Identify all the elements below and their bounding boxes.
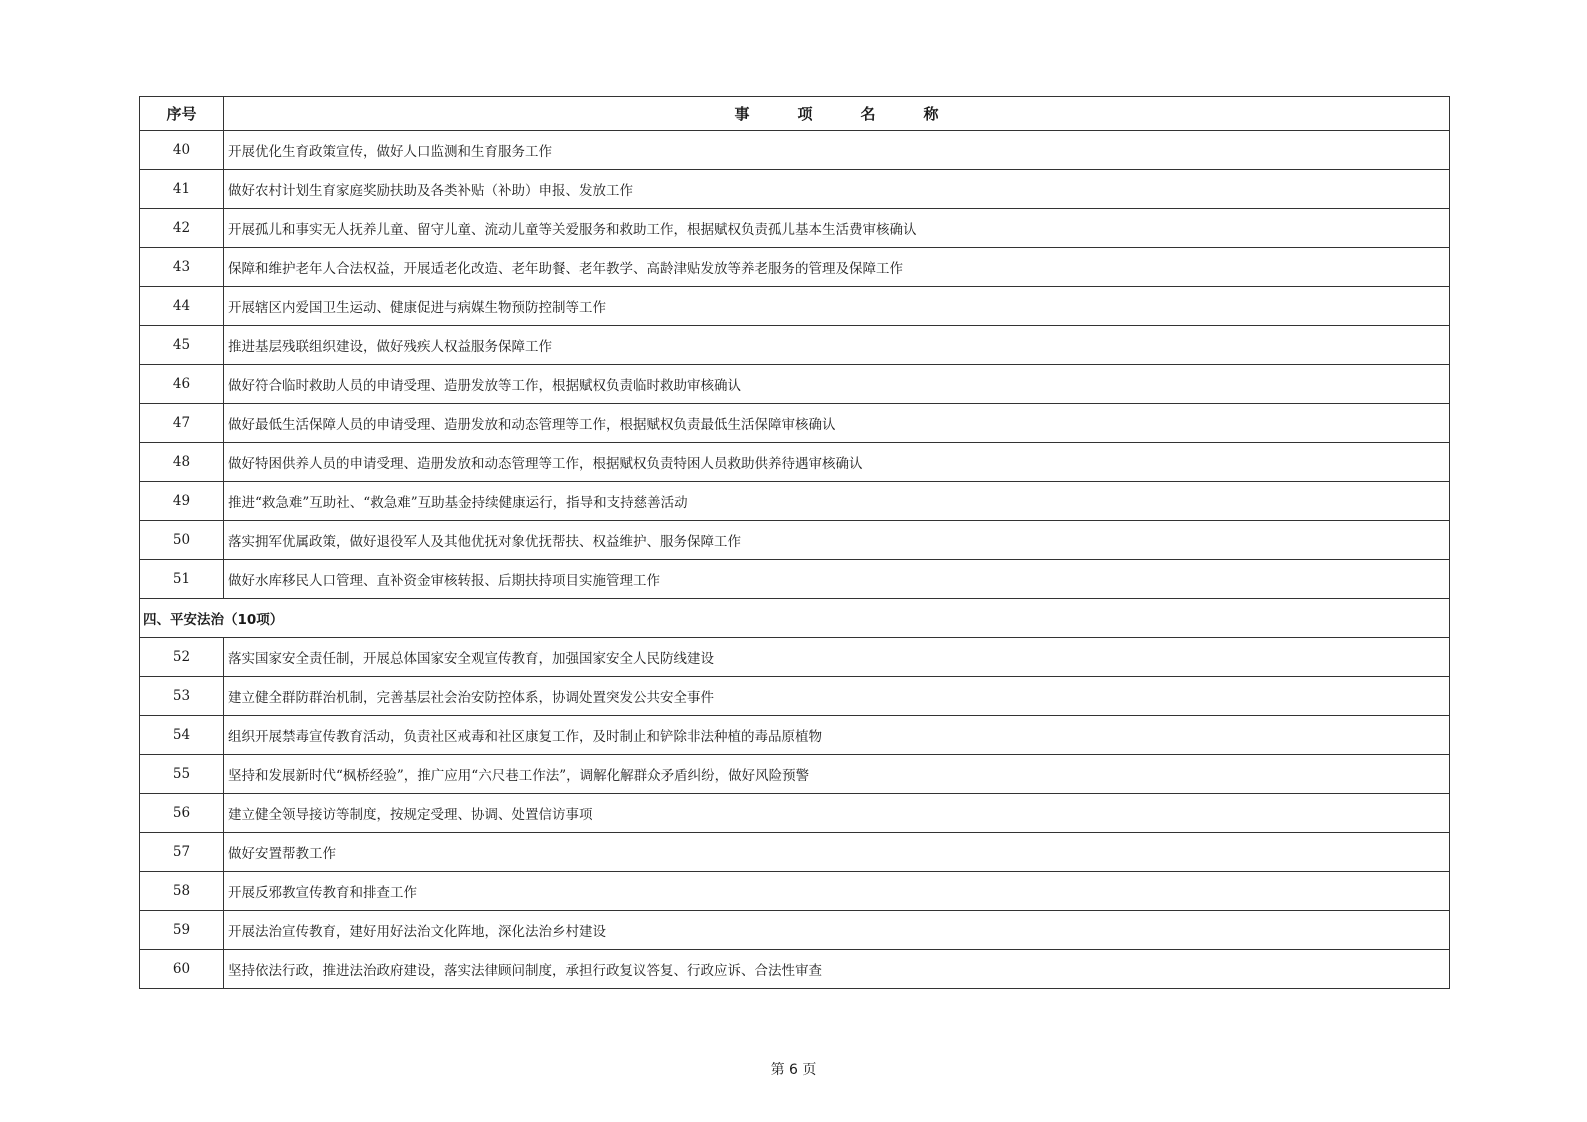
row-serial-number: 53 bbox=[140, 677, 224, 716]
header-item-name bbox=[224, 97, 1450, 131]
table-row bbox=[140, 209, 1450, 248]
row-item-name: 开展法治宣传教育，建好用好法治文化阵地，深化法治乡村建设 bbox=[224, 911, 1450, 950]
row-item-name: 开展优化生育政策宣传，做好人口监测和生育服务工作 bbox=[224, 131, 1450, 170]
row-item-name: 做好安置帮教工作 bbox=[224, 833, 1450, 872]
row-serial-number: 47 bbox=[140, 404, 224, 443]
table-row bbox=[140, 872, 1450, 911]
table-row bbox=[140, 794, 1450, 833]
row-item-name: 推进基层残联组织建设，做好残疾人权益服务保障工作 bbox=[224, 326, 1450, 365]
table-row bbox=[140, 638, 1450, 677]
table-row bbox=[140, 521, 1450, 560]
row-item-name: 做好最低生活保障人员的申请受理、造册发放和动态管理等工作，根据赋权负责最低生活保障审核确认 bbox=[224, 404, 1450, 443]
row-serial-number: 56 bbox=[140, 794, 224, 833]
matters-table bbox=[139, 96, 1450, 989]
row-serial-number: 43 bbox=[140, 248, 224, 287]
row-serial-number: 55 bbox=[140, 755, 224, 794]
row-item-name: 组织开展禁毒宣传教育活动，负责社区戒毒和社区康复工作，及时制止和铲除非法种植的毒品原植物 bbox=[224, 716, 1450, 755]
row-item-name: 开展辖区内爱国卫生运动、健康促进与病媒生物预防控制等工作 bbox=[224, 287, 1450, 326]
row-serial-number: 45 bbox=[140, 326, 224, 365]
table-row bbox=[140, 404, 1450, 443]
table-row bbox=[140, 560, 1450, 599]
row-item-name: 建立健全领导接访等制度，按规定受理、协调、处置信访事项 bbox=[224, 794, 1450, 833]
table-row bbox=[140, 911, 1450, 950]
row-serial-number: 57 bbox=[140, 833, 224, 872]
table-header-row bbox=[140, 97, 1450, 131]
row-serial-number: 48 bbox=[140, 443, 224, 482]
table-row bbox=[140, 287, 1450, 326]
row-serial-number: 51 bbox=[140, 560, 224, 599]
table-row bbox=[140, 677, 1450, 716]
row-item-name: 做好符合临时救助人员的申请受理、造册发放等工作，根据赋权负责临时救助审核确认 bbox=[224, 365, 1450, 404]
row-serial-number: 59 bbox=[140, 911, 224, 950]
row-serial-number: 49 bbox=[140, 482, 224, 521]
table-row bbox=[140, 131, 1450, 170]
row-item-name: 开展反邪教宣传教育和排查工作 bbox=[224, 872, 1450, 911]
row-item-name: 做好农村计划生育家庭奖励扶助及各类补贴（补助）申报、发放工作 bbox=[224, 170, 1450, 209]
table-row bbox=[140, 755, 1450, 794]
table-row bbox=[140, 443, 1450, 482]
header-serial-number: 序号 bbox=[140, 97, 224, 131]
row-serial-number: 41 bbox=[140, 170, 224, 209]
table-body-group-a bbox=[140, 131, 1450, 599]
row-serial-number: 52 bbox=[140, 638, 224, 677]
table-row bbox=[140, 170, 1450, 209]
row-item-name: 坚持和发展新时代“枫桥经验”，推广应用“六尺巷工作法”，调解化解群众矛盾纠纷，做好风险预警 bbox=[224, 755, 1450, 794]
header-item-name-text: 事项名称 bbox=[734, 105, 987, 123]
table-row bbox=[140, 248, 1450, 287]
table-row bbox=[140, 716, 1450, 755]
row-item-name: 保障和维护老年人合法权益，开展适老化改造、老年助餐、老年教学、高龄津贴发放等养老服务的管理及保障工作 bbox=[224, 248, 1450, 287]
page-number: 第 6 页 bbox=[770, 1062, 817, 1078]
row-item-name: 落实拥军优属政策，做好退役军人及其他优抚对象优抚帮扶、权益维护、服务保障工作 bbox=[224, 521, 1450, 560]
row-serial-number: 54 bbox=[140, 716, 224, 755]
row-item-name: 开展孤儿和事实无人抚养儿童、留守儿童、流动儿童等关爱服务和救助工作，根据赋权负责孤儿基本生活费审核确认 bbox=[224, 209, 1450, 248]
row-item-name: 坚持依法行政，推进法治政府建设，落实法律顾问制度，承担行政复议答复、行政应诉、合法性审查 bbox=[224, 950, 1450, 989]
row-item-name: 做好特困供养人员的申请受理、造册发放和动态管理等工作，根据赋权负责特困人员救助供养待遇审核确认 bbox=[224, 443, 1450, 482]
table-row bbox=[140, 365, 1450, 404]
row-serial-number: 44 bbox=[140, 287, 224, 326]
row-item-name: 做好水库移民人口管理、直补资金审核转报、后期扶持项目实施管理工作 bbox=[224, 560, 1450, 599]
row-serial-number: 60 bbox=[140, 950, 224, 989]
row-item-name: 建立健全群防群治机制，完善基层社会治安防控体系，协调处置突发公共安全事件 bbox=[224, 677, 1450, 716]
table-row bbox=[140, 482, 1450, 521]
table-row bbox=[140, 833, 1450, 872]
row-serial-number: 50 bbox=[140, 521, 224, 560]
table-row bbox=[140, 950, 1450, 989]
row-item-name: 落实国家安全责任制，开展总体国家安全观宣传教育，加强国家安全人民防线建设 bbox=[224, 638, 1450, 677]
table-body-group-b bbox=[140, 638, 1450, 989]
row-item-name: 推进“救急难”互助社、“救急难”互助基金持续健康运行，指导和支持慈善活动 bbox=[224, 482, 1450, 521]
section-row bbox=[140, 599, 1450, 638]
section-title: 四、平安法治（10项） bbox=[140, 599, 1450, 638]
row-serial-number: 40 bbox=[140, 131, 224, 170]
row-serial-number: 46 bbox=[140, 365, 224, 404]
row-serial-number: 42 bbox=[140, 209, 224, 248]
row-serial-number: 58 bbox=[140, 872, 224, 911]
table-row bbox=[140, 326, 1450, 365]
